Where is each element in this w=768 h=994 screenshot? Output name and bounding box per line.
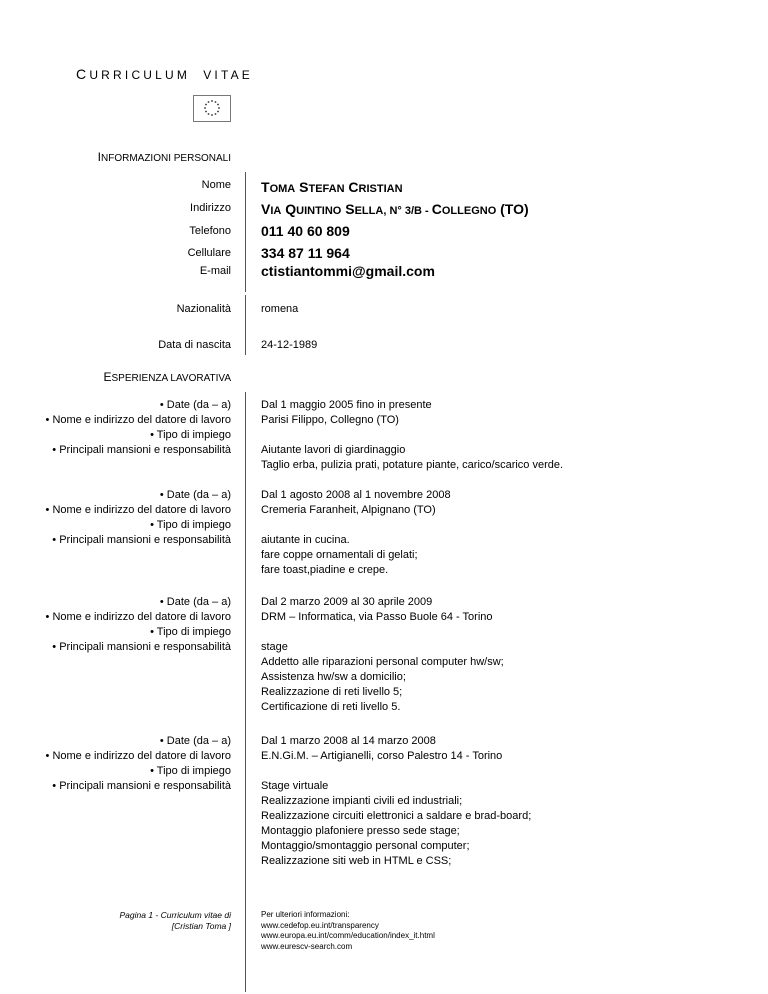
- job-duty: Montaggio/smontaggio personal computer;: [261, 840, 470, 852]
- divider-line: [245, 392, 246, 992]
- job-employer: Cremeria Faranheit, Alpignano (TO): [261, 504, 436, 516]
- label-dates: • Date (da – a): [159, 596, 231, 608]
- job-type: Stage virtuale: [261, 780, 329, 792]
- job-employer: Parisi Filippo, Collegno (TO): [261, 414, 399, 426]
- job-1-labels: [31, 398, 231, 458]
- label-type: • Tipo di impiego: [150, 519, 231, 531]
- heading-initial: I: [97, 150, 101, 164]
- job-3-labels: [31, 595, 231, 655]
- label-telefono: Telefono: [189, 225, 231, 237]
- label-duties: • Principali mansioni e responsabilità: [52, 641, 231, 653]
- job-dates: Dal 2 marzo 2009 al 30 aprile 2009: [261, 596, 433, 608]
- cv-title: [76, 66, 253, 82]
- job-dates: Dal 1 maggio 2005 fino in presente: [261, 399, 432, 411]
- job-duty: fare toast,piadine e crepe.: [261, 564, 389, 576]
- label-employer: • Nome e indirizzo del datore di lavoro: [45, 504, 231, 516]
- label-employer: • Nome e indirizzo del datore di lavoro: [45, 414, 231, 426]
- job-2-labels: [31, 488, 231, 548]
- job-4-values: [261, 734, 531, 869]
- job-dates: Dal 1 agosto 2008 al 1 novembre 2008: [261, 489, 451, 501]
- job-employer: E.N.Gi.M. – Artigianelli, corso Palestro 14 - Torino: [261, 750, 503, 762]
- eu-flag-logo: [193, 95, 231, 122]
- divider-line: [245, 172, 246, 292]
- label-email: E-mail: [199, 265, 231, 277]
- value-nome: TOMA STEFAN CRISTIAN: [261, 179, 403, 195]
- label-employer: • Nome e indirizzo del datore di lavoro: [45, 611, 231, 623]
- job-dates: Dal 1 marzo 2008 al 14 marzo 2008: [261, 735, 436, 747]
- label-type: • Tipo di impiego: [150, 429, 231, 441]
- footer-link[interactable]: www.eurescv-search.com: [261, 941, 353, 951]
- value-email: ctistiantommi@gmail.com: [261, 263, 435, 279]
- label-indirizzo: Indirizzo: [190, 202, 231, 214]
- label-employer: • Nome e indirizzo del datore di lavoro: [45, 750, 231, 762]
- job-type: Aiutante lavori di giardinaggio: [261, 444, 406, 456]
- label-duties: • Principali mansioni e responsabilità: [52, 780, 231, 792]
- personal-info-heading: [0, 150, 231, 164]
- label-duties: • Principali mansioni e responsabilità: [52, 534, 231, 546]
- value-indirizzo: VIA QUINTINO SELLA, N° 3/B - COLLEGNO (TO): [261, 201, 529, 217]
- label-type: • Tipo di impiego: [150, 626, 231, 638]
- value-telefono: 011 40 60 809: [261, 223, 350, 239]
- job-2-values: [261, 488, 451, 578]
- label-data-di-nascita: Data di nascita: [158, 339, 231, 351]
- value-cellulare: 334 87 11 964: [261, 245, 350, 261]
- job-duty: Certificazione di reti livello 5.: [261, 701, 401, 713]
- job-duty: Realizzazione circuiti elettronici a saldare e brad-board;: [261, 810, 532, 822]
- heading-rest: NFORMAZIONI PERSONALI: [100, 153, 231, 164]
- label-dates: • Date (da – a): [159, 399, 231, 411]
- value-nazionalita: romena: [261, 303, 299, 315]
- experience-heading: [0, 370, 231, 384]
- label-dates: • Date (da – a): [159, 735, 231, 747]
- footer-link[interactable]: www.europa.eu.int/comm/education/index_it.html: [261, 931, 435, 940]
- label-dates: • Date (da – a): [159, 489, 231, 501]
- cv-title-initial: C: [76, 66, 90, 82]
- job-duty: Realizzazione impianti civili ed industriali;: [261, 795, 463, 807]
- cv-title-rest: URRICULUM: [89, 68, 191, 82]
- divider-line: [245, 295, 246, 355]
- label-nome: Nome: [201, 179, 231, 191]
- job-duty: Taglio erba, pulizia prati, potature piante, carico/scarico verde.: [261, 459, 564, 471]
- footer-name-line: [Cristian Toma ]: [171, 921, 231, 931]
- job-type: aiutante in cucina.: [261, 534, 350, 546]
- label-cellulare: Cellulare: [187, 247, 231, 259]
- footer-page-info: [61, 910, 231, 932]
- footer-link[interactable]: www.cedefop.eu.int/transparency: [261, 920, 379, 930]
- footer-page-line: Pagina 1 - Curriculum vitae di: [119, 910, 231, 920]
- job-duty: Realizzazione siti web in HTML e CSS;: [261, 855, 452, 867]
- job-duty: Assistenza hw/sw a domicilio;: [261, 671, 406, 683]
- job-employer: DRM – Informatica, via Passo Buole 64 - Torino: [261, 611, 493, 623]
- heading-initial: E: [103, 370, 112, 384]
- footer-links: [261, 910, 435, 952]
- job-duty: Addetto alle riparazioni personal computer hw/sw;: [261, 656, 504, 668]
- job-type: stage: [261, 641, 288, 653]
- job-duty: fare coppe ornamentali di gelati;: [261, 549, 418, 561]
- value-data-di-nascita: 24-12-1989: [261, 339, 318, 351]
- footer-info-label: Per ulteriori informazioni:: [261, 910, 350, 919]
- job-3-values: [261, 595, 504, 715]
- label-nazionalita: Nazionalità: [176, 303, 231, 315]
- label-duties: • Principali mansioni e responsabilità: [52, 444, 231, 456]
- job-1-values: [261, 398, 563, 473]
- label-type: • Tipo di impiego: [150, 765, 231, 777]
- cv-title-vitae: VITAE: [203, 68, 253, 82]
- job-duty: Realizzazione di reti livello 5;: [261, 686, 403, 698]
- job-duty: Montaggio plafoniere presso sede stage;: [261, 825, 460, 837]
- heading-rest: SPERIENZA LAVORATIVA: [111, 373, 231, 384]
- job-4-labels: [31, 734, 231, 794]
